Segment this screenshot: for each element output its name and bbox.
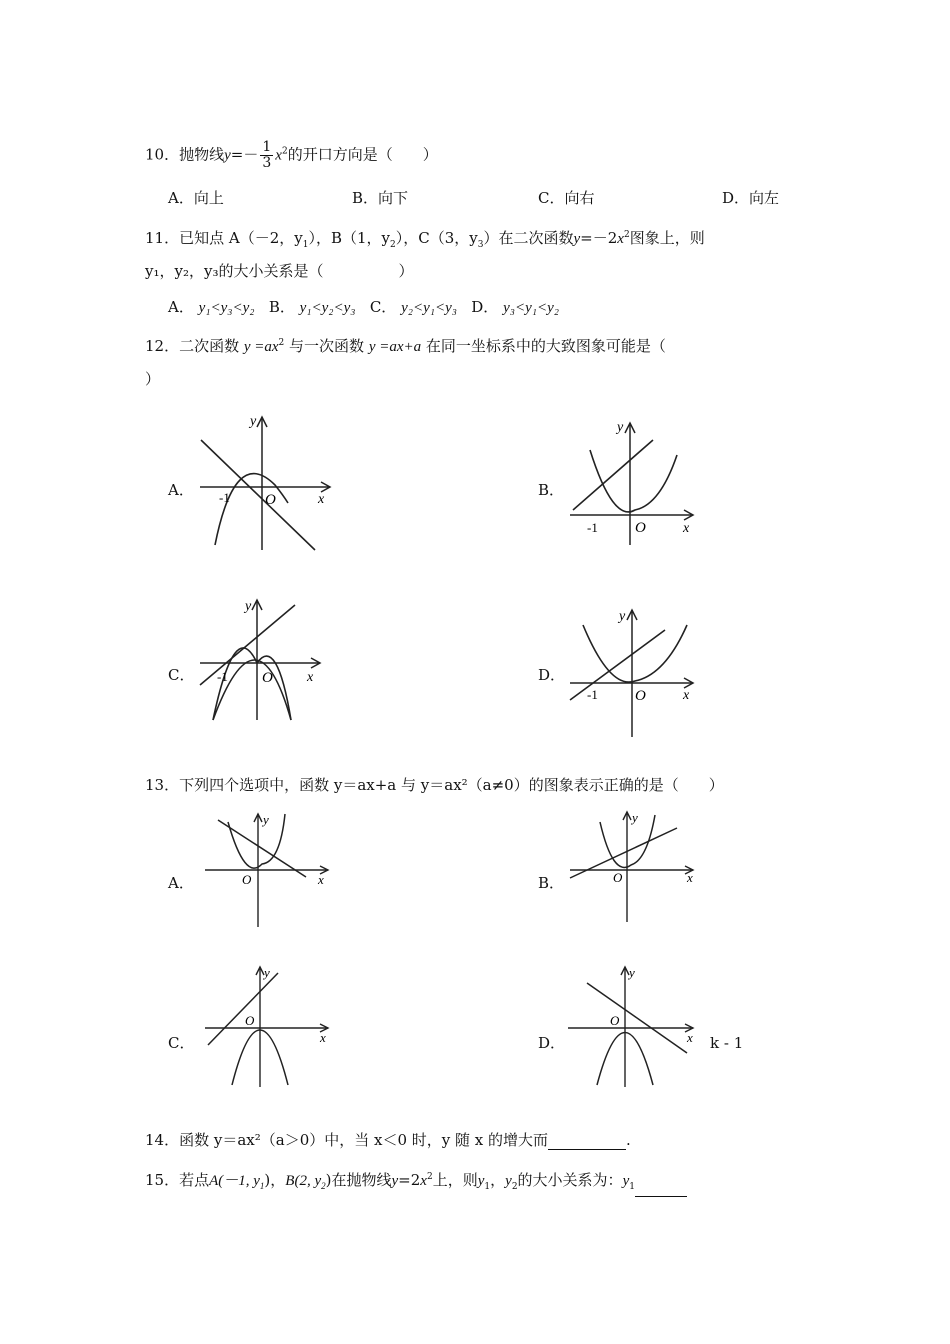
q10-option-b[interactable]: B．向下 (352, 189, 409, 207)
q12-option-c-label[interactable]: C． (168, 666, 195, 684)
parabola-curve (228, 814, 285, 868)
q15-answer-blank[interactable] (635, 1182, 687, 1197)
q12-graph-b[interactable] (565, 415, 705, 550)
x-axis-label: x (320, 1030, 326, 1045)
x-axis-label: x (687, 870, 693, 885)
q12-option-b-label[interactable]: B． (538, 481, 565, 499)
origin-label: O (242, 872, 252, 887)
q13-graph-b[interactable] (565, 810, 700, 925)
y-axis-label: y (619, 609, 626, 624)
origin-label: O (610, 1013, 620, 1028)
q12-graph-d[interactable] (565, 605, 705, 740)
x-axis-label: x (683, 688, 690, 703)
y-axis-label: y (245, 599, 252, 614)
linear-line (573, 440, 653, 510)
stray-text: k - 1 (710, 1034, 744, 1052)
tick-label-neg-one: -1 (219, 490, 230, 505)
x-axis-label: x (683, 521, 690, 536)
tick-label-neg-one: -1 (587, 687, 598, 702)
q12-graph-a[interactable] (195, 405, 335, 555)
parabola-curve (215, 474, 288, 545)
q11-option-a[interactable]: A． y₁<y₃<y₂ (168, 298, 255, 316)
x-axis-label: x (307, 670, 314, 685)
q11-options (168, 297, 559, 318)
y-axis-label: y (629, 965, 635, 980)
q13-graph-d[interactable] (565, 965, 700, 1090)
q11-stem-line1: 11．已知点 A（－2，$y_1$），B（1，$y_2$），C（3，$y_3$）在二次函数$y=-2x^2$图象上，则 (145, 229, 705, 250)
q10-option-a[interactable]: A．向上 (168, 189, 224, 207)
q13-option-c-label[interactable]: C． (168, 1034, 195, 1052)
origin-label: O (635, 688, 646, 704)
q13-graph-a[interactable] (200, 812, 335, 930)
x-axis-label: x (318, 872, 324, 887)
origin-label: O (245, 1013, 255, 1028)
q12-graph-c[interactable] (195, 595, 335, 725)
q10-option-c[interactable]: C．向右 (538, 189, 595, 207)
q15-stem: 15．若点A(－1, $y_1$)，B(2, $y_2$)在抛物线$y=2x^2$上，则$y_1$，$y_2$的大小关系为：$y_1$ (145, 1167, 687, 1197)
q13-option-b-label[interactable]: B． (538, 874, 565, 892)
linear-line (570, 630, 665, 700)
q13-stem: 13．下列四个选项中，函数 y＝ax+a 与 y＝ax²（a≠0）的图象表示正确的是（ ） (145, 776, 724, 794)
origin-label: O (613, 870, 623, 885)
q10-stem: 10．抛物线y=－ $\frac{1}{3}$ $x^2$的开口方向是（ ） (145, 139, 438, 171)
q10-option-d[interactable]: D．向左 (722, 189, 780, 207)
y-axis-label: y (263, 812, 269, 827)
origin-label: O (635, 520, 646, 536)
q11-stem-line2: y₁，y₂，y₃的大小关系是（ ） (145, 262, 414, 280)
q12-stem-line2: ） (145, 370, 161, 388)
y-axis-label: y (264, 965, 270, 980)
y-axis-label: y (617, 420, 624, 435)
q13-option-a-label[interactable]: A． (168, 874, 194, 892)
q14-stem: 14．函数 y＝ax²（a＞0）中，当 x＜0 时，y 随 x 的增大而 . (145, 1131, 631, 1149)
origin-label: O (265, 492, 276, 508)
q12-option-d-label[interactable]: D． (538, 666, 566, 684)
q11-option-c[interactable]: C． y₂<y₁<y₃ (369, 298, 457, 316)
q11-option-d[interactable]: D． y₃<y₁<y₂ (471, 298, 559, 316)
y-axis-label: y (250, 414, 257, 429)
q12-stem: 12．二次函数 $y =ax^2$ 与一次函数 y =ax+a 在同一坐标系中的大致图象可能是（ (145, 337, 666, 355)
tick-label-neg-one: -1 (587, 520, 598, 535)
y-axis-label: y (632, 810, 638, 825)
x-axis-label: x (687, 1030, 693, 1045)
parabola-curve (583, 625, 687, 682)
tick-label-neg-one: -1 (217, 669, 228, 684)
q11-option-b[interactable]: B． y₁<y₂<y₃ (268, 298, 356, 316)
x-axis-label: x (318, 492, 325, 507)
q13-graph-c[interactable] (200, 965, 335, 1090)
linear-line (218, 820, 306, 877)
q13-option-d-label[interactable]: D． (538, 1034, 566, 1052)
parabola-curve (590, 450, 677, 512)
q12-option-a-label[interactable]: A． (168, 481, 194, 499)
origin-label: O (262, 670, 273, 686)
q14-answer-blank[interactable] (548, 1135, 626, 1150)
q10-fraction: $\frac{1}{3}$ (262, 139, 272, 171)
